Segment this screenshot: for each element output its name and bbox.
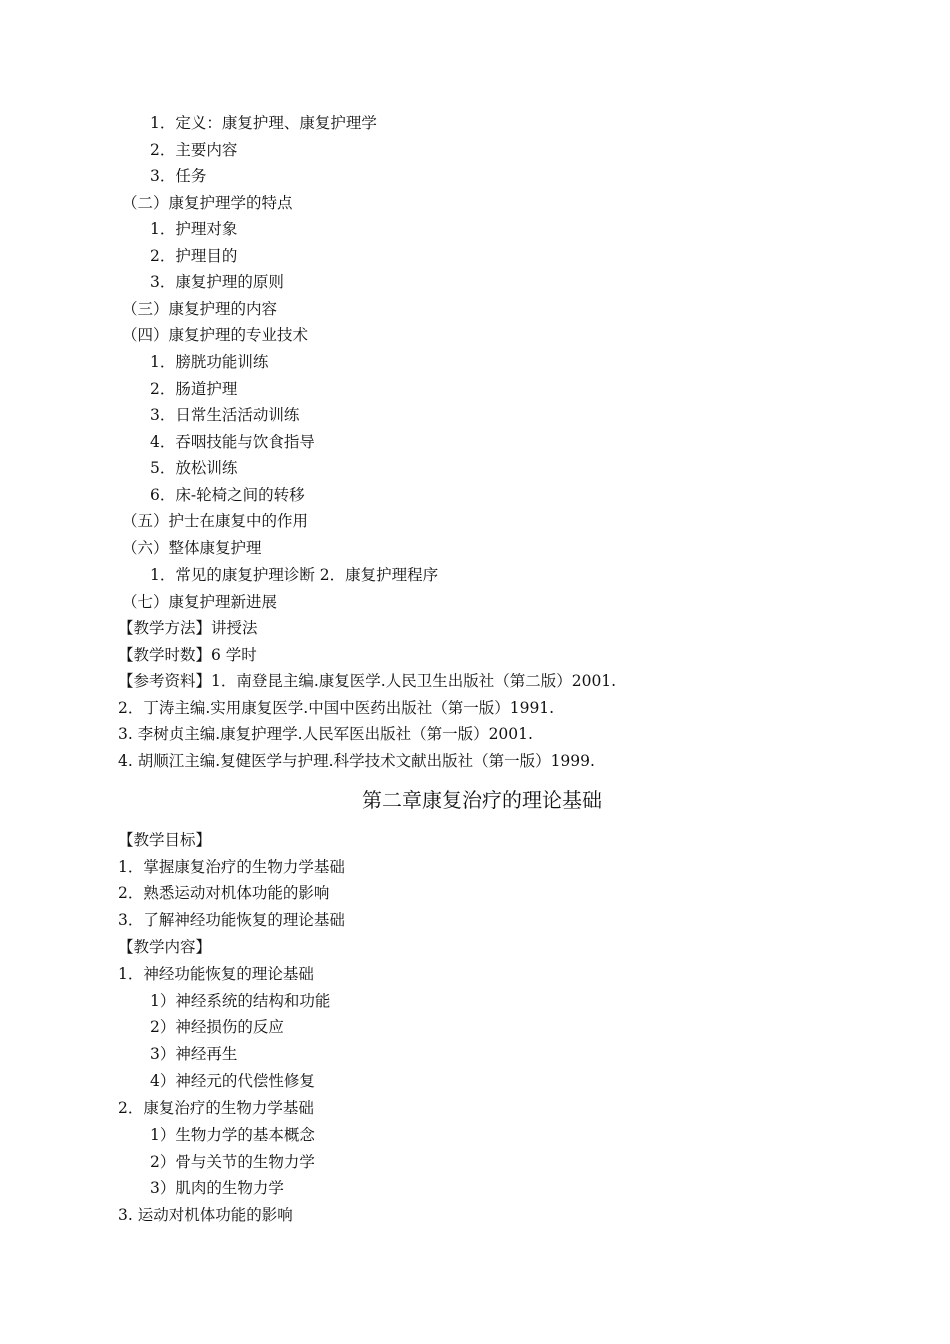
topic-subitem: 3）神经再生 <box>150 1045 238 1063</box>
topic-heading: 3. 运动对机体功能的影响 <box>118 1206 293 1224</box>
technique-item: 2．肠道护理 <box>150 380 238 398</box>
topic-heading: 2．康复治疗的生物力学基础 <box>118 1099 314 1117</box>
main-content-item: 2．主要内容 <box>150 141 238 159</box>
topic-subitem: 2）骨与关节的生物力学 <box>150 1153 315 1171</box>
objective-item: 1．掌握康复治疗的生物力学基础 <box>118 858 345 876</box>
definition-item: 1．定义：康复护理、康复护理学 <box>150 114 377 132</box>
technique-item: 4．吞咽技能与饮食指导 <box>150 433 315 451</box>
technique-item: 6．床-轮椅之间的转移 <box>150 486 305 504</box>
teaching-hours: 【教学时数】6 学时 <box>118 646 257 664</box>
content-heading: （三）康复护理的内容 <box>122 300 278 318</box>
topic-subitem: 3）肌肉的生物力学 <box>150 1179 284 1197</box>
features-heading: （二）康复护理学的特点 <box>122 194 293 212</box>
technique-item: 3．日常生活活动训练 <box>150 406 300 424</box>
objective-item: 2．熟悉运动对机体功能的影响 <box>118 884 330 902</box>
technique-item: 1．膀胱功能训练 <box>150 353 269 371</box>
topic-subitem: 1）神经系统的结构和功能 <box>150 992 331 1010</box>
progress-heading: （七）康复护理新进展 <box>122 593 278 611</box>
topic-subitem: 1）生物力学的基本概念 <box>150 1126 315 1144</box>
feature-item: 1．护理对象 <box>150 220 238 238</box>
objectives-heading: 【教学目标】 <box>118 831 212 849</box>
holistic-items: 1．常见的康复护理诊断 2．康复护理程序 <box>150 566 439 584</box>
chapter-title: 第二章康复治疗的理论基础 <box>362 788 602 812</box>
holistic-heading: （六）整体康复护理 <box>122 539 262 557</box>
technique-item: 5．放松训练 <box>150 459 238 477</box>
nurse-role-heading: （五）护士在康复中的作用 <box>122 512 309 530</box>
reference-item: 【参考资料】1．南登昆主编.康复医学.人民卫生出版社（第二版）2001. <box>118 672 617 690</box>
task-item: 3．任务 <box>150 167 207 185</box>
techniques-heading: （四）康复护理的专业技术 <box>122 326 309 344</box>
teaching-method: 【教学方法】讲授法 <box>118 619 258 637</box>
objective-item: 3．了解神经功能恢复的理论基础 <box>118 911 345 929</box>
feature-item: 3．康复护理的原则 <box>150 273 284 291</box>
feature-item: 2．护理目的 <box>150 247 238 265</box>
topic-subitem: 2）神经损伤的反应 <box>150 1018 284 1036</box>
topic-subitem: 4）神经元的代偿性修复 <box>150 1072 315 1090</box>
reference-item: 2．丁涛主编.实用康复医学.中国中医药出版社（第一版）1991. <box>118 699 555 717</box>
reference-item: 3. 李树贞主编.康复护理学.人民军医出版社（第一版）2001. <box>118 725 533 743</box>
reference-item: 4. 胡顺江主编.复健医学与护理.科学技术文献出版社（第一版）1999. <box>118 752 595 770</box>
teaching-content-heading: 【教学内容】 <box>118 938 212 956</box>
topic-heading: 1．神经功能恢复的理论基础 <box>118 965 314 983</box>
